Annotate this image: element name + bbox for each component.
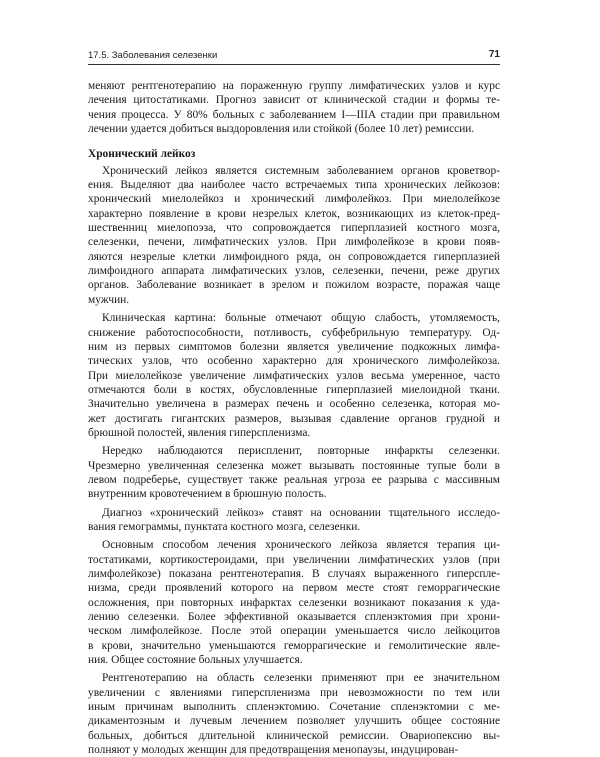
text-line: Рентгенотерапию на область селезенки применяют при ее значительном [102,672,500,685]
text-line: лимфоидного аппарата лимфатических узлов, селезенки, печени, реже других [88,265,500,278]
text-line: брюшной полостей, явления гиперспленизма. [88,426,311,439]
text-line: жет достигать гигантских размеров, вызывая сдавление органов грудной и [88,412,500,425]
text-line: лению селезенки. Более эффективной оказывается спленэктомия при хрони- [88,611,500,624]
book-page [88,48,500,757]
text-line: лечения цитостатиками. Прогноз зависит от клинической стадии и формы те- [88,94,500,107]
text-line: Клиническая картина: больные отмечают общую слабость, утомляемость, [102,312,500,325]
text-line: Чрезмерно увеличенная селезенка может вызывать постоянные тупые боли в [88,459,500,472]
text-line: лимфолейкозе) показана рентгенотерапия. В случаях выраженного гиперспле- [88,568,500,580]
running-header [88,48,500,65]
text-line: ния. Общее состояние больных улучшается. [88,654,303,667]
text-line: ения. Выделяют два наиболее часто встречаемых типа хронических лейкозов: [88,179,500,192]
text-line: ческом лимфолейкозе. После этой операции уменьшается число лейкоцитов [88,625,500,638]
page-number: 71 [488,49,500,60]
text-line: характерно появление в крови незрелых клеток, возникающих из клеток-пред- [88,207,500,220]
text-line: При миелолейкозе увеличение лимфатических узлов весьма умеренное, часто [88,369,500,382]
text-line: селезенки, печени, лимфатических узлов. При лимфолейкозе в крови появ- [88,236,500,249]
text-line: вания гемограммы, пунктата костного мозга, селезенки. [88,520,361,533]
text-line: мужчин. [88,293,130,306]
text-line: ним из первых симптомов болезни является увеличение подкожных лимфа- [88,340,500,353]
intro-paragraph [88,79,500,136]
text-line: внутренним кровотечением в брюшную полость. [88,488,327,501]
text-line: в крови, значительно уменьшаются геморрагические и гемолитические явле- [88,639,500,652]
text-line: лечении удается добиться выздоровления или стойкой (более 10 лет) ремиссии. [88,123,475,136]
text-line: ляются незрелые клетки лимфоидного ряда, он сопровождается гиперплазией [88,250,500,263]
text-line: тостатиками, кортикостероидами, при увеличении лимфатических узлов (при [88,553,500,566]
text-line: Хронический лейкоз является системным заболеванием органов кроветвор- [102,164,500,177]
body-text [88,79,500,757]
subsection-body [88,164,500,757]
text-line: меняют рентгенотерапию на пораженную группу лимфатических узлов и курс [88,80,500,92]
text-line: Диагноз «хронический лейкоз» ставят на основании тщательного исследо- [102,506,500,519]
text-line: хронический миелолейкоз и хронический лимфолейкоз. При миелолейкозе [88,193,500,206]
text-line: низма, среди проявлений которого на первом месте стоят геморрагические [88,582,500,595]
text-line: полняют у молодых женщин для предотвращения менопаузы, индуцирован- [88,744,459,757]
text-line: шественниц миелопоэза, что сопровождается гиперплазией костного мозга, [88,222,500,235]
text-line: дикаментозным и лучевым лечением позволяет улучшить общее состояние [88,715,500,728]
subsection-heading: Хронический лейкоз [88,148,196,161]
text-line: левом подреберье, существует также реальная угроза ее разрыва с массивным [88,473,500,486]
text-line: больных, добиться длительной клинической ремиссии. Овариопексию вы- [88,729,500,742]
paragraph [88,538,500,667]
paragraph [88,671,500,757]
paragraph [88,506,500,535]
text-line: тических узлов, что особенно характерно для хронического лимфолейкоза. [88,355,500,368]
paragraph [88,311,500,440]
text-line: отмечаются боли в костях, обусловленные гиперплазией миелоидной ткани. [88,383,500,396]
text-line: Основным способом лечения хронического лейкоза является терапия ци- [102,539,500,552]
text-line: органов. Заболевание возникает в зрелом и пожилом возрасте, поражая чаще [88,279,500,292]
text-line: чения процесса. У 80% больных с заболеванием I—IIIA стадии при правильном [88,108,500,121]
paragraph [88,164,500,307]
text-line: осложнения, при повторных инфарктах селезенки возникают показания к уда- [88,596,500,609]
running-header-section-title: 17.5. Заболевания селезенки [88,50,218,61]
text-line: Значительно увеличена в размерах печень и особенно селезенка, которая мо- [88,398,500,411]
text-line: увеличении с явлениями гиперспленизма при невозможности по тем или [88,686,500,699]
text-line: Нередко наблюдаются периспленит, повторные инфаркты селезенки. [102,445,500,458]
text-line: иным причинам выполнить спленэктомию. Сочетание спленэктомии с ме- [88,701,500,714]
text-line: снижение работоспособности, потливость, субфебрильную температуру. Од- [88,326,500,339]
paragraph [88,444,500,501]
